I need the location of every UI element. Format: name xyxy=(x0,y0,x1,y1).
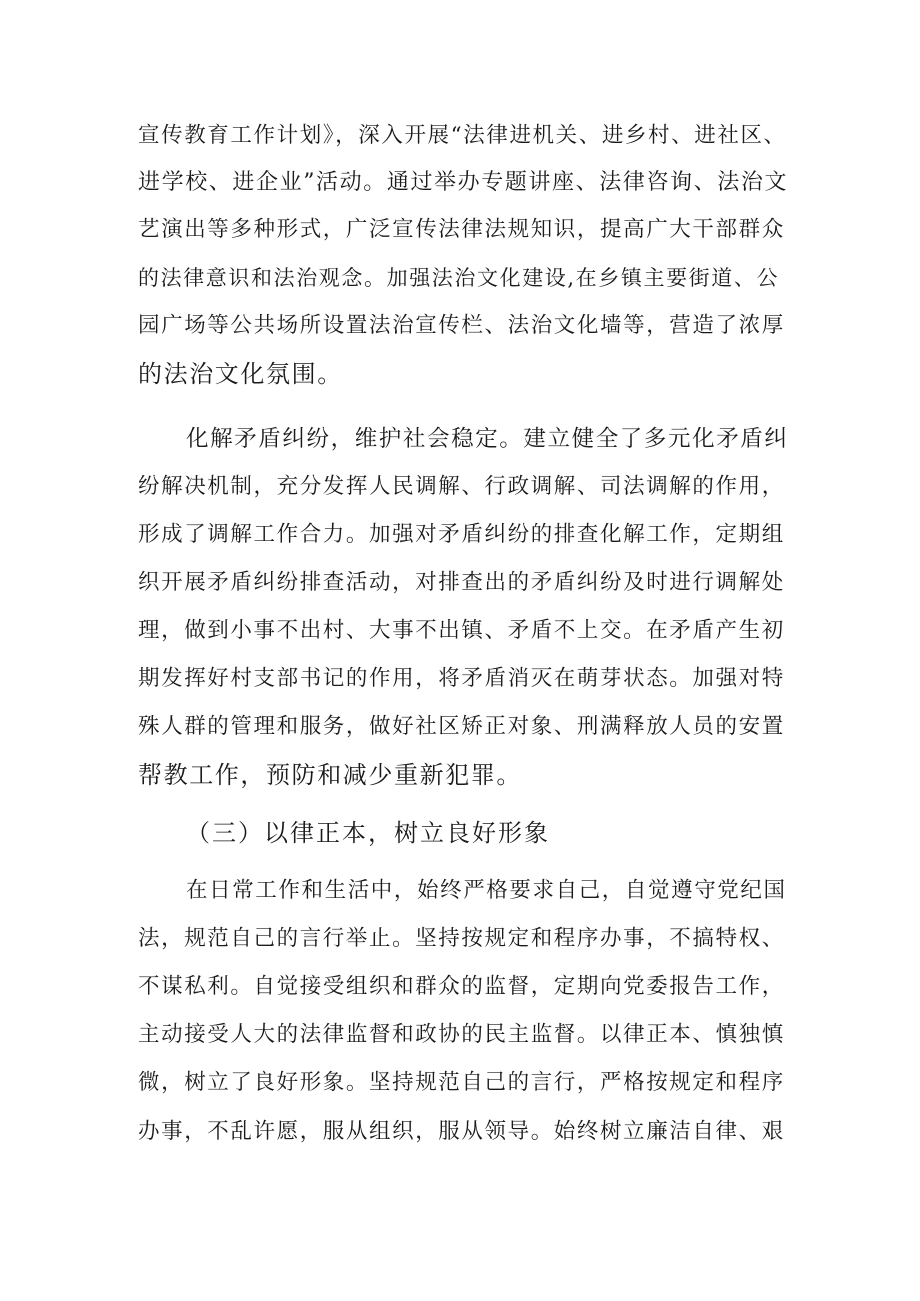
paragraph-3-line-1: 在日常工作和生活中，始终严格要求自己，自觉遵守党纪国 xyxy=(186,878,787,903)
paragraph-1-line-2: 进学校、进企业”活动。通过举办专题讲座、法律咨询、法治文 xyxy=(138,170,789,195)
section-heading: （三）以律正本，树立良好形象 xyxy=(186,819,550,847)
paragraph-2-line-7: 殊人群的管理和服务，做好社区矫正对象、刑满释放人员的安置 xyxy=(138,714,785,739)
paragraph-2-line-5: 理，做到小事不出村、大事不出镇、矛盾不上交。在矛盾产生初 xyxy=(138,618,785,643)
paragraph-2-line-2: 纷解决机制，充分发挥人民调解、行政调解、司法调解的作用， xyxy=(138,474,785,499)
paragraph-1-line-5: 园广场等公共场所设置法治宣传栏、法治文化墙等，营造了浓厚 xyxy=(138,313,785,338)
paragraph-3-line-4: 主动接受人大的法律监督和政协的民主监督。以律正本、慎独慎 xyxy=(138,1022,785,1047)
paragraph-1-line-4: 的法律意识和法治观念。加强法治文化建设,在乡镇主要街道、公 xyxy=(138,266,780,290)
paragraph-2-line-3: 形成了调解工作合力。加强对矛盾纠纷的排查化解工作，定期组 xyxy=(138,522,785,547)
paragraph-2-line-8: 帮教工作，预防和减少重新犯罪。 xyxy=(138,761,522,789)
paragraph-1-line-6: 的法治文化氛围。 xyxy=(138,360,343,388)
paragraph-1-line-3: 艺演出等多种形式，广泛宣传法律法规知识，提高广大干部群众 xyxy=(138,217,785,242)
paragraph-2-line-1: 化解矛盾纠纷，维护社会稳定。建立健全了多元化矛盾纠 xyxy=(186,426,789,452)
paragraph-2-line-4: 织开展矛盾纠纷排查活动，对排查出的矛盾纠纷及时进行调解处 xyxy=(138,570,785,595)
paragraph-3-line-2: 法，规范自己的言行举止。坚持按规定和程序办事，不搞特权、 xyxy=(138,926,785,951)
paragraph-2-line-6: 期发挥好村支部书记的作用，将矛盾消灭在萌芽状态。加强对特 xyxy=(138,666,785,691)
paragraph-3-line-3: 不谋私利。自觉接受组织和群众的监督，定期向党委报告工作， xyxy=(138,974,785,999)
paragraph-3-line-5: 微，树立了良好形象。坚持规范自己的言行，严格按规定和程序 xyxy=(138,1070,785,1095)
paragraph-1-line-1: 宣传教育工作计划》，深入开展“法律进机关、进乡村、进社区、 xyxy=(138,123,787,148)
paragraph-3-line-6: 办事，不乱许愿，服从组织，服从领导。始终树立廉洁自律、艰 xyxy=(138,1119,785,1144)
